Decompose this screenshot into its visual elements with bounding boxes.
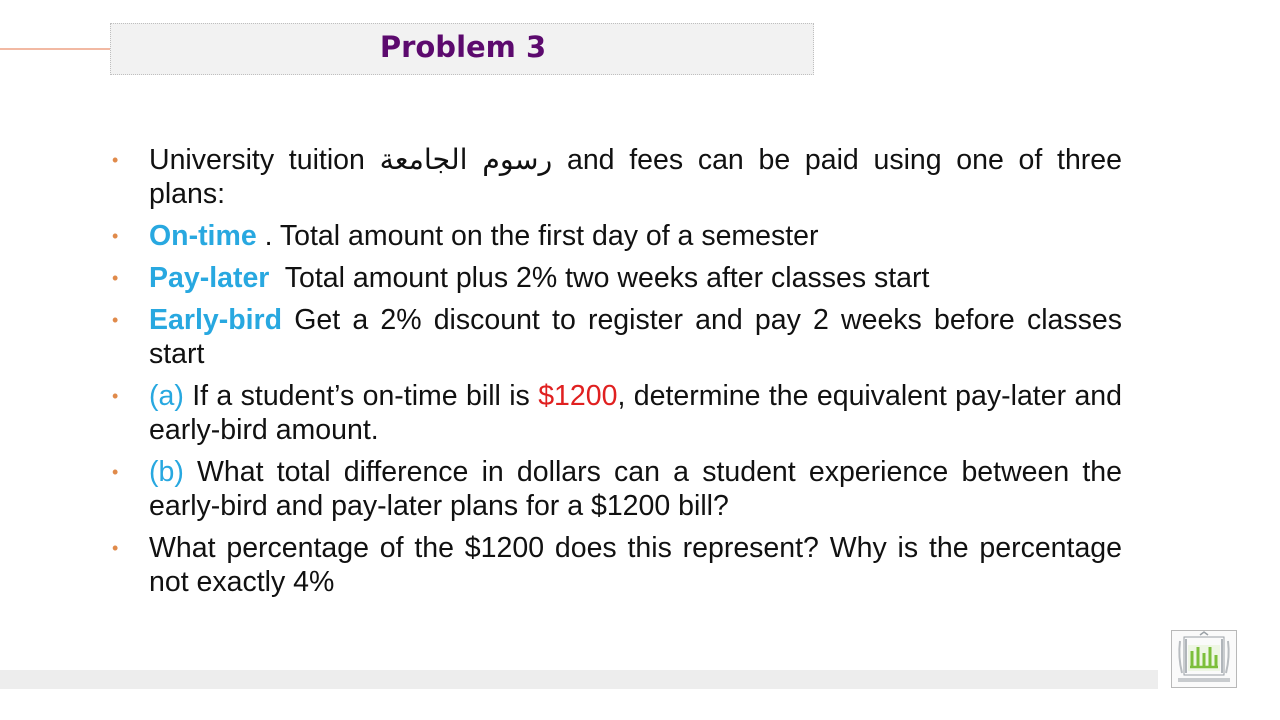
- plan-term-on-time: On-time: [149, 220, 257, 252]
- bullet-dot: •: [112, 268, 119, 288]
- bill-amount: $1200: [538, 380, 618, 412]
- bullet-dot: •: [112, 386, 119, 406]
- bullet-dot: •: [112, 226, 119, 246]
- plan-term-pay-later: Pay-later: [149, 262, 270, 294]
- slide-title: Problem 3: [379, 30, 547, 64]
- bullet-dot: •: [112, 538, 119, 558]
- bullet-text: What percentage of the $1200 does this represent? Why is the percentage not exactly 4%: [149, 532, 1122, 598]
- bullet-item: [112, 303, 1122, 371]
- bullet-text: , determine the equivalent pay-later and early-bird amount.: [149, 380, 1122, 446]
- bullet-text: Total amount plus 2% two weeks after classes start: [269, 262, 930, 294]
- bullet-dot: •: [112, 462, 119, 482]
- bullet-item: [112, 143, 1122, 211]
- bullet-item: [112, 379, 1122, 447]
- bullet-item: [112, 531, 1122, 599]
- bullet-item: [112, 219, 1122, 253]
- plan-term-early-bird: Early-bird: [149, 304, 283, 336]
- bullet-dot: •: [112, 310, 119, 330]
- bullet-list: [112, 143, 1122, 607]
- question-label-a: (a): [149, 380, 184, 412]
- bullet-text: If a student’s on-time bill is: [183, 380, 539, 412]
- bullet-text: and fees can be paid using one of three plans:: [149, 144, 1122, 210]
- bullet-text: What total difference in dollars can a student experience between the early-bird and pay-later plans for a $1200 bill?: [149, 456, 1122, 522]
- bullet-text: . Total amount on the first day of a semester: [256, 220, 819, 252]
- bullet-text: Get a 2% discount to register and pay 2 weeks before classes start: [149, 304, 1122, 370]
- question-label-b: (b): [149, 456, 184, 488]
- bullet-item: [112, 261, 1122, 295]
- bullet-dot: •: [112, 150, 119, 170]
- footer-bar: [0, 670, 1158, 689]
- bullet-item: [112, 455, 1122, 523]
- arabic-text: رسوم الجامعة: [379, 144, 553, 176]
- title-accent-line: [0, 48, 110, 50]
- title-box: [110, 23, 814, 75]
- university-logo-icon: [1171, 630, 1237, 688]
- bullet-text: University tuition: [149, 144, 380, 176]
